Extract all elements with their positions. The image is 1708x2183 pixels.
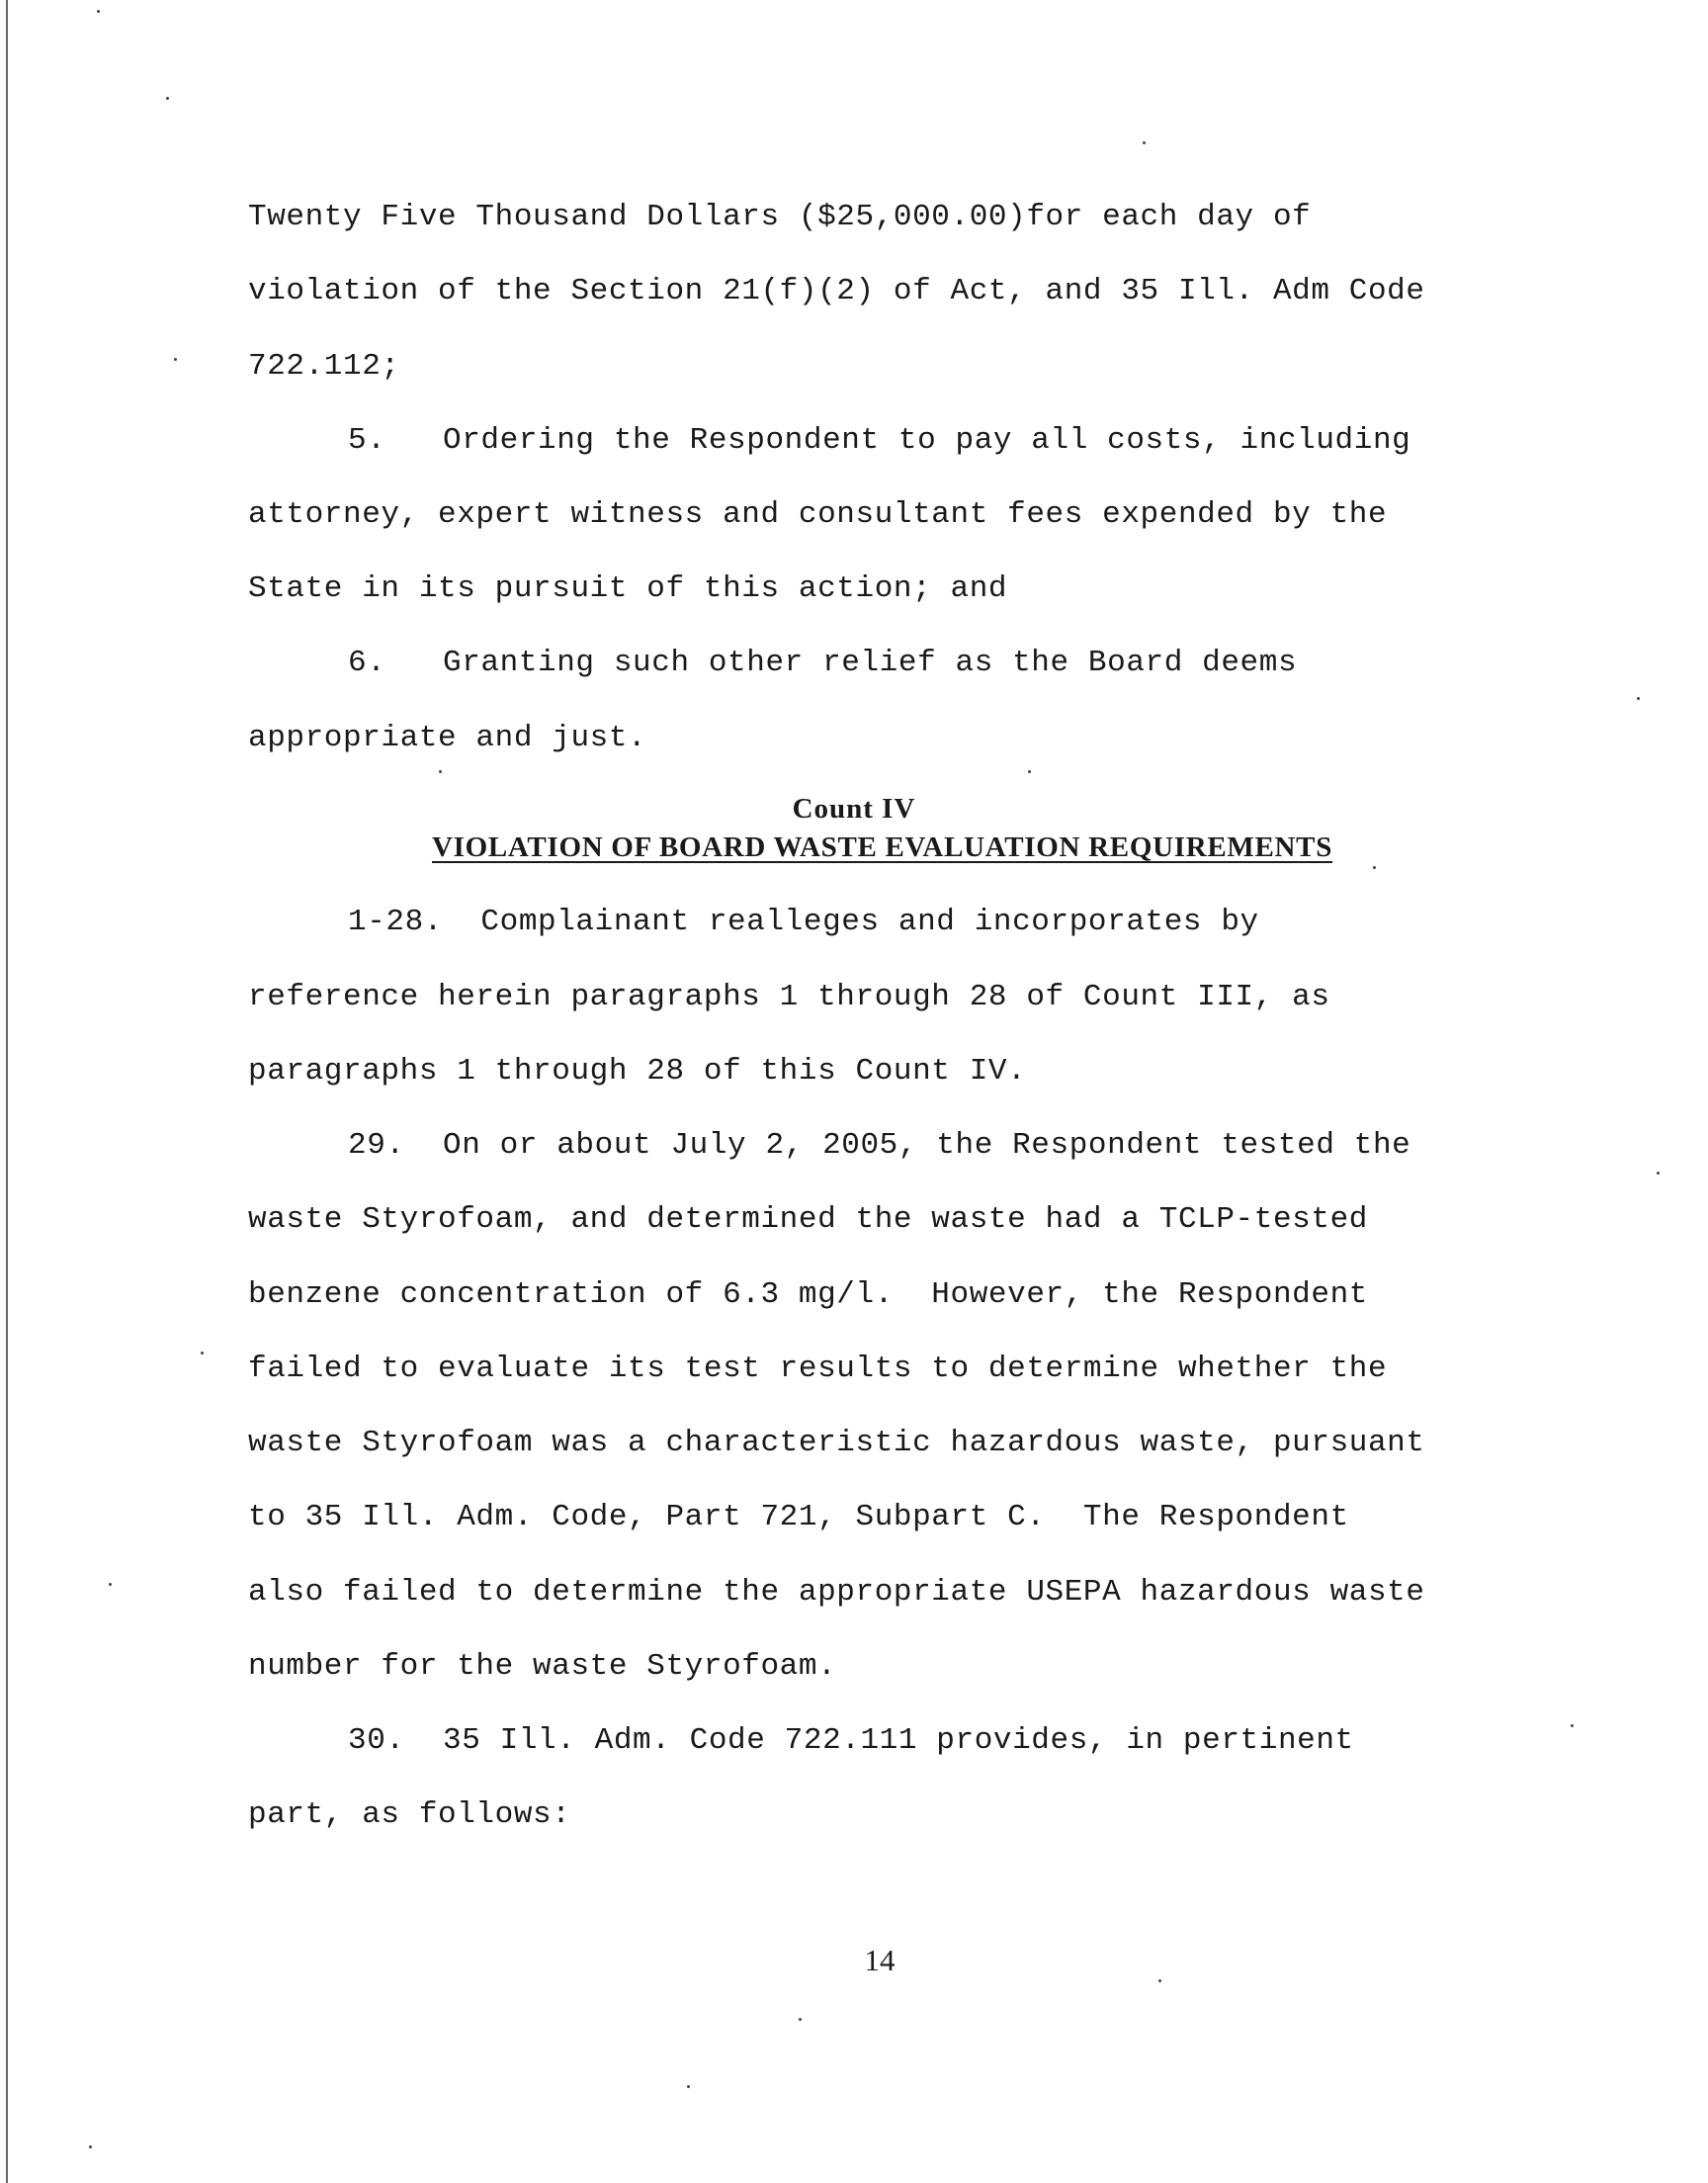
scan-speck (89, 2145, 92, 2148)
scan-speck (166, 97, 169, 100)
scan-speck (1373, 866, 1376, 869)
scan-speck (799, 2018, 802, 2021)
body-text-line: number for the waste Styrofoam. (248, 1649, 837, 1684)
scan-speck (174, 358, 177, 361)
body-text-line: State in its pursuit of this action; and (248, 571, 1008, 606)
count-title: VIOLATION OF BOARD WASTE EVALUATION REQUIREMENTS (432, 831, 1333, 863)
scan-speck (1657, 1172, 1660, 1175)
scan-speck (1028, 770, 1031, 773)
body-text-line: also failed to determine the appropriate USEPA hazardous waste (248, 1575, 1425, 1610)
body-text-line: reference herein paragraphs 1 through 28 of Count III, as (248, 980, 1330, 1014)
scan-speck (201, 1352, 204, 1354)
scan-speck (109, 1583, 112, 1586)
paragraph-5-start: 5. Ordering the Respondent to pay all costs, including (348, 423, 1411, 458)
body-text-line: paragraphs 1 through 28 of this Count IV. (248, 1054, 1027, 1089)
body-text-line: attorney, expert witness and consultant fees expended by the (248, 497, 1388, 532)
body-text-line: waste Styrofoam, and determined the waste had a TCLP-tested (248, 1202, 1368, 1237)
paragraph-1-28-start: 1-28. Complainant realleges and incorporates by (348, 905, 1259, 939)
paragraph-30-start: 30. 35 Ill. Adm. Code 722.111 provides, in pertinent (348, 1723, 1354, 1758)
paragraph-29-start: 29. On or about July 2, 2005, the Respondent tested the (348, 1128, 1411, 1163)
body-text-line: part, as follows: (248, 1797, 571, 1832)
body-text-line: violation of the Section 21(f)(2) of Act, and 35 Ill. Adm Code (248, 274, 1425, 308)
body-text-line: failed to evaluate its test results to determine whether the (248, 1352, 1388, 1386)
body-text-line: waste Styrofoam was a characteristic hazardous waste, pursuant (248, 1426, 1425, 1460)
page-number: 14 (864, 1943, 896, 1977)
body-text-line: to 35 Ill. Adm. Code, Part 721, Subpart C. The Respondent (248, 1500, 1349, 1534)
scan-speck (1637, 697, 1640, 700)
body-text-line: appropriate and just. (248, 721, 647, 755)
scan-speck (439, 770, 442, 773)
scan-speck (1158, 1979, 1161, 1982)
count-heading: Count IV (792, 793, 916, 825)
body-text-line: benzene concentration of 6.3 mg/l. However, the Respondent (248, 1277, 1368, 1312)
paragraph-6-start: 6. Granting such other relief as the Board deems (348, 646, 1298, 680)
scan-speck (687, 2085, 690, 2088)
body-text-line: Twenty Five Thousand Dollars ($25,000.00)for each day of (248, 200, 1312, 234)
scan-speck (1143, 141, 1146, 144)
scan-speck (1571, 1724, 1574, 1727)
body-text-line: 722.112; (248, 349, 400, 384)
page-edge-line (6, 0, 8, 2183)
scan-speck (97, 10, 100, 13)
